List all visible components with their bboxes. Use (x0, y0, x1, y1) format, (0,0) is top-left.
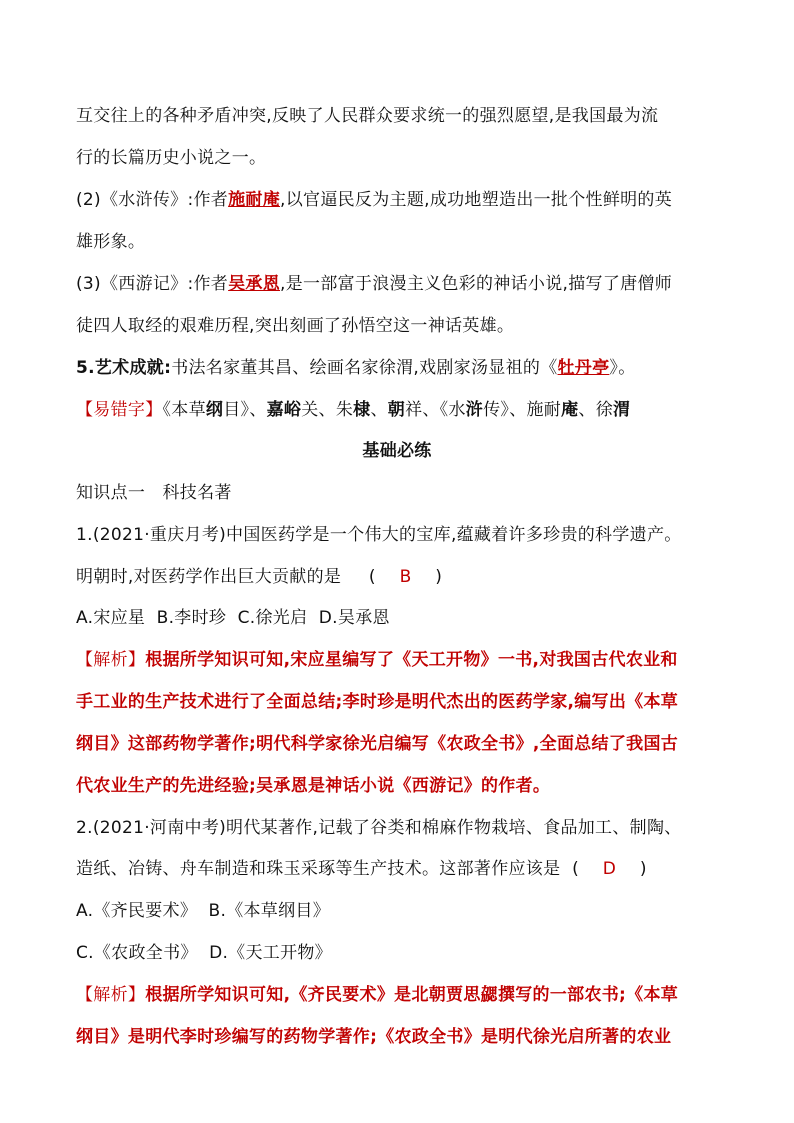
paragraph-line: 雄形象。 (76, 232, 146, 252)
analysis-1-line: 纲目》这部药物学著作;明代科学家徐光启编写《农政全书》,全面总结了我国古 (76, 734, 679, 754)
typo-part: 传》、施耐 (483, 400, 562, 420)
typo-char: 纲 (205, 400, 224, 420)
typo-part: 关、朱 (301, 400, 354, 420)
xiyou-author: 吴承恩 (228, 274, 281, 294)
question-1-text: 明朝时,对医药学作出巨大贡献的是 (76, 567, 342, 587)
analysis-2-line: 纲目》是明代李时珍编写的药物学著作;《农政全书》是明代徐光启所著的农业 (76, 1027, 672, 1047)
art-achievement-line (76, 353, 636, 383)
analysis-1-line (76, 645, 678, 675)
typo-part: 目》、 (223, 400, 267, 420)
analysis-text: 根据所学知识可知,宋应星编写了《天工开物》一书,对我国古代农业和 (145, 650, 678, 670)
typo-char: 棣 (353, 400, 371, 420)
typo-part: 祥、《水 (405, 400, 466, 420)
question-2-text: 造纸、冶铸、舟车制造和珠玉采琢等生产技术。这部著作应该是 (76, 859, 561, 879)
analysis-2-line (76, 980, 678, 1010)
shuihu-line (76, 185, 672, 215)
art-end: 》。 (609, 358, 636, 378)
art-text: 书法名家董其昌、绘画名家徐渭,戏剧家汤显祖的《 (171, 358, 558, 378)
typo-part: 《本草 (162, 400, 206, 420)
question-1-stem: 1.(2021·重庆月考)中国医药学是一个伟大的宝库,蕴藏着许多珍贵的科学遗产。 (76, 525, 682, 545)
answer-bracket-close: ) (435, 567, 443, 587)
question-1-stem-line2 (76, 562, 442, 592)
art-label: 5.艺术成就: (76, 358, 172, 378)
typo-char: 渭 (613, 400, 631, 420)
typo-part: 、徐 (578, 400, 614, 420)
typo-char: 庵 (561, 400, 579, 420)
question-1-answer: B (399, 567, 412, 587)
shuihu-prefix: (2)《水浒传》:作者 (76, 190, 229, 210)
paragraph-line: 徒四人取经的艰难历程,突出刻画了孙悟空这一神话英雄。 (76, 316, 515, 336)
answer-bracket-open: ( (572, 859, 580, 879)
analysis-1-line: 代农业生产的先进经验;吴承恩是神话小说《西游记》的作者。 (76, 776, 551, 796)
typo-char: 嘉峪 (266, 400, 302, 420)
question-1-options: A.宋应星 B.李时珍 C.徐光启 D.吴承恩 (76, 608, 390, 628)
question-2-options-row1: A.《齐民要术》 B.《本草纲目》 (76, 901, 331, 921)
shuihu-rest: ,以官逼民反为主题,成功地塑造出一批个性鲜明的英 (280, 190, 673, 210)
typo-char: 朝 (387, 400, 406, 420)
art-title: 牡丹亭 (557, 358, 610, 378)
typo-part: 、 (370, 400, 388, 420)
answer-bracket-open: ( (368, 567, 376, 587)
analysis-label: 【解析】 (76, 985, 146, 1005)
question-2-options-row2: C.《农政全书》 D.《天工开物》 (76, 943, 332, 963)
paragraph-line: 行的长篇历史小说之一。 (76, 148, 267, 168)
xiyou-line (76, 269, 672, 299)
typo-char: 浒 (465, 400, 484, 420)
typo-label: 【易错字】 (76, 400, 163, 420)
question-2-stem: 2.(2021·河南中考)明代某著作,记载了谷类和棉麻作物栽培、食品加工、制陶、 (76, 818, 682, 838)
analysis-text: 根据所学知识可知,《齐民要术》是北朝贾思勰撰写的一部农书;《本草 (145, 985, 679, 1005)
question-2-answer: D (602, 859, 617, 879)
xiyou-prefix: (3)《西游记》:作者 (76, 274, 229, 294)
analysis-label: 【解析】 (76, 650, 146, 670)
answer-bracket-close: ) (639, 859, 647, 879)
analysis-1-line: 手工业的生产技术进行了全面总结;李时珍是明代杰出的医药学家,编写出《本草 (76, 692, 679, 712)
knowledge-point-heading: 知识点一 科技名著 (76, 483, 232, 503)
shuihu-author: 施耐庵 (228, 190, 281, 210)
section-title: 基础必练 (362, 441, 432, 461)
typo-line (76, 395, 630, 425)
paragraph-line: 互交往上的各种矛盾冲突,反映了人民群众要求统一的强烈愿望,是我国最为流 (76, 106, 659, 126)
xiyou-rest: ,是一部富于浪漫主义色彩的神话小说,描写了唐僧师 (280, 274, 673, 294)
question-2-stem-line2 (76, 854, 647, 884)
